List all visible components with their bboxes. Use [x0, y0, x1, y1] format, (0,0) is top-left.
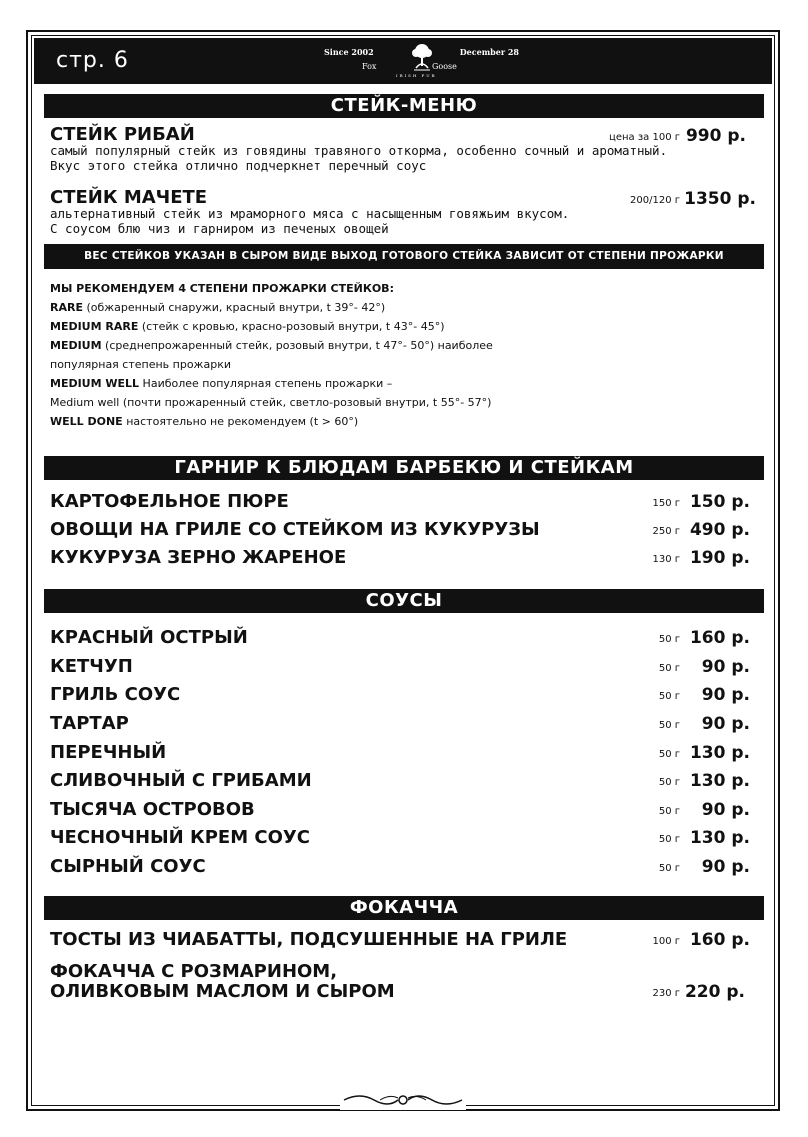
item-price: 990 р. — [685, 126, 746, 146]
menu-item — [50, 742, 750, 764]
item-name: СТЕЙК РИБАЙ — [50, 124, 195, 145]
doneness-line: Medium well (почти прожаренный стейк, светло-розовый внутри, t 55°- 57°) — [50, 396, 492, 409]
item-price: 130 р. — [689, 828, 750, 848]
menu-item — [50, 713, 750, 735]
item-weight: 150 г — [652, 498, 680, 509]
page-header — [34, 38, 772, 84]
fox-goose-logo — [324, 42, 524, 80]
item-name-line: ОЛИВКОВЫМ МАСЛОМ И СЫРОМ — [50, 981, 395, 1002]
section-title-sauces: СОУСЫ — [44, 589, 764, 613]
item-weight: 100 г — [652, 936, 680, 947]
doneness-line: MEDIUM WELL Наиболее популярная степень прожарки – — [50, 377, 393, 390]
item-price: 90 р. — [701, 857, 750, 877]
page-number: стр. 6 — [56, 48, 129, 73]
item-price: 1350 р. — [684, 189, 756, 209]
item-name: ТАРТАР — [50, 713, 129, 734]
doneness-line: MEDIUM (среднепрожаренный стейк, розовый внутри, t 47°- 50°) наиболее — [50, 339, 493, 352]
doneness-line: WELL DONE настоятельно не рекомендуем (t > 60°) — [50, 415, 359, 428]
item-weight: 50 г — [658, 863, 680, 874]
item-name-line: ФОКАЧЧА С РОЗМАРИНОМ, — [50, 961, 338, 982]
menu-item — [50, 929, 750, 951]
menu-item — [50, 491, 750, 513]
item-weight: 50 г — [658, 749, 680, 760]
item-weight: 50 г — [658, 806, 680, 817]
section-title-focaccia: ФОКАЧЧА — [44, 896, 764, 920]
item-name: КРАСНЫЙ ОСТРЫЙ — [50, 627, 248, 648]
item-name: СЛИВОЧНЫЙ С ГРИБАМИ — [50, 770, 312, 791]
item-weight: цена за 100 г — [609, 132, 680, 143]
menu-item — [50, 961, 750, 1005]
doneness-line: популярная степень прожарки — [50, 358, 231, 371]
item-description-line: Вкус этого стейка отлично подчеркнет перечный соус — [50, 158, 427, 173]
menu-item — [50, 519, 750, 541]
item-name: КУКУРУЗА ЗЕРНО ЖАРЕНОЕ — [50, 547, 347, 568]
item-name: ТОСТЫ ИЗ ЧИАБАТТЫ, ПОДСУШЕННЫЕ НА ГРИЛЕ — [50, 929, 568, 950]
logo-date: December 28 — [459, 47, 519, 57]
item-description-line: альтернативный стейк из мраморного мяса с насыщенным говяжьим вкусом. — [50, 206, 570, 221]
item-weight: 50 г — [658, 634, 680, 645]
logo-goose: Goose — [432, 62, 457, 71]
item-description-line: самый популярный стейк из говядины травяного откорма, особенно сочный и ароматный. — [50, 143, 668, 158]
menu-item — [50, 827, 750, 849]
item-weight: 250 г — [652, 526, 680, 537]
doneness-heading: МЫ РЕКОМЕНДУЕМ 4 СТЕПЕНИ ПРОЖАРКИ СТЕЙКОВ: — [50, 282, 394, 295]
item-price: 90 р. — [701, 714, 750, 734]
item-description-line: С соусом блю чиз и гарниром из печеных овощей — [50, 221, 389, 236]
footer-ornament-icon — [340, 1090, 466, 1110]
item-weight: 130 г — [652, 554, 680, 565]
item-weight: 200/120 г — [630, 195, 680, 206]
item-name: ЧЕСНОЧНЫЙ КРЕМ СОУС — [50, 827, 310, 848]
logo-tagline: IRISH PUB — [396, 73, 437, 78]
menu-item — [50, 770, 750, 792]
item-name: ТЫСЯЧА ОСТРОВОВ — [50, 799, 255, 820]
section-title-garnish: ГАРНИР К БЛЮДАМ БАРБЕКЮ И СТЕЙКАМ — [44, 456, 764, 480]
item-price: 160 р. — [689, 628, 750, 648]
item-name: ПЕРЕЧНЫЙ — [50, 742, 167, 763]
item-price: 90 р. — [701, 657, 750, 677]
item-weight: 230 г — [652, 988, 680, 999]
item-price: 490 р. — [689, 520, 750, 540]
item-weight: 50 г — [658, 777, 680, 788]
item-name: КАРТОФЕЛЬНОЕ ПЮРЕ — [50, 491, 289, 512]
logo-fox: Fox — [362, 62, 377, 71]
doneness-line: MEDIUM RARE (стейк с кровью, красно-розовый внутри, t 43°- 45°) — [50, 320, 445, 333]
item-weight: 50 г — [658, 720, 680, 731]
menu-item — [50, 656, 750, 678]
item-price: 160 р. — [689, 930, 750, 950]
section-title-steak: СТЕЙК-МЕНЮ — [44, 94, 764, 118]
item-price: 220 р. — [684, 982, 745, 1002]
item-price: 150 р. — [689, 492, 750, 512]
item-price: 190 р. — [689, 548, 750, 568]
item-name: КЕТЧУП — [50, 656, 133, 677]
item-name: СЫРНЫЙ СОУС — [50, 856, 206, 877]
item-price: 90 р. — [701, 800, 750, 820]
item-weight: 50 г — [658, 834, 680, 845]
item-weight: 50 г — [658, 691, 680, 702]
menu-item — [50, 799, 750, 821]
doneness-line: RARE (обжаренный снаружи, красный внутри, t 39°- 42°) — [50, 301, 386, 314]
item-price: 130 р. — [689, 771, 750, 791]
item-price: 90 р. — [701, 685, 750, 705]
menu-item — [50, 627, 750, 649]
item-name: ОВОЩИ НА ГРИЛЕ СО СТЕЙКОМ ИЗ КУКУРУЗЫ — [50, 519, 540, 540]
item-name: ГРИЛЬ СОУС — [50, 684, 181, 705]
item-weight: 50 г — [658, 663, 680, 674]
steak-weight-notice: ВЕС СТЕЙКОВ УКАЗАН В СЫРОМ ВИДЕ ВЫХОД ГОТОВОГО СТЕЙКА ЗАВИСИТ ОТ СТЕПЕНИ ПРОЖАРКИ — [44, 244, 764, 269]
menu-item — [50, 684, 750, 706]
menu-item — [50, 856, 750, 878]
menu-item — [50, 547, 750, 569]
item-name: СТЕЙК МАЧЕТЕ — [50, 187, 208, 208]
menu-item-machete — [50, 187, 756, 237]
menu-item-ribeye — [50, 124, 750, 174]
item-price: 130 р. — [689, 743, 750, 763]
logo-since: Since 2002 — [324, 47, 374, 57]
